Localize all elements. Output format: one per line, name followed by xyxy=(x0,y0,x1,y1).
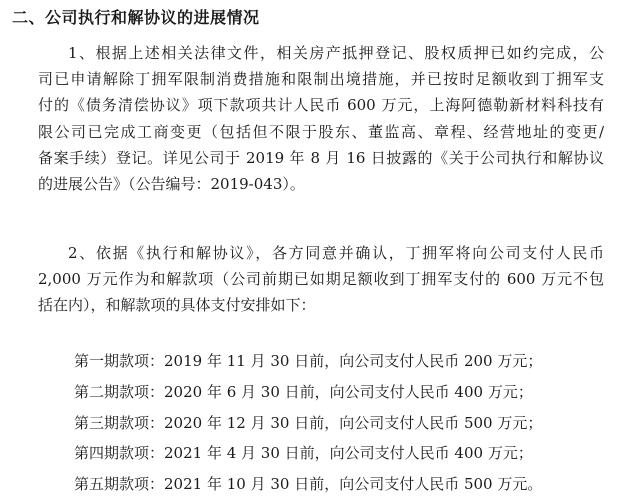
schedule-item: 第三期款项：2020 年 12 月 30 日前，向公司支付人民币 500 万元； xyxy=(74,413,543,432)
paragraph-2 xyxy=(38,240,604,319)
schedule-item: 第四期款项：2021 年 4 月 30 日前，向公司支付人民币 400 万元； xyxy=(74,444,533,463)
payment-schedule xyxy=(74,346,542,500)
paragraph-1-line: 司已申请解除丁拥军限制消费措施和限制出境措施，并已按时足额收到丁拥军支 xyxy=(38,70,604,89)
section-heading: 二、公司执行和解协议的进展情况 xyxy=(12,8,260,27)
paragraph-2-line: 括在内），和解款项的具体支付安排如下： xyxy=(38,296,316,315)
paragraph-1-line: 限公司已完成工商变更（包括但不限于股东、董监高、章程、经营地址的变更/ xyxy=(38,122,604,141)
schedule-item: 第二期款项：2020 年 6 月 30 日前，向公司支付人民币 400 万元； xyxy=(74,382,533,401)
paragraph-1 xyxy=(38,40,604,197)
paragraph-1-line: 付的《债务清偿协议》项下款项共计人民币 600 万元，上海阿德勒新材料科技有 xyxy=(38,96,604,115)
paragraph-1-line: 备案手续）登记。详见公司于 2019 年 8 月 16 日披露的《关于公司执行和解协议 xyxy=(38,148,604,167)
paragraph-1-line: 的进展公告》（公告编号：2019-043）。 xyxy=(38,174,305,193)
schedule-item: 第五期款项：2021 年 10 月 30 日前，向公司支付人民币 500 万元。 xyxy=(74,475,543,494)
paragraph-1-line: 1、根据上述相关法律文件，相关房产抵押登记、股权质押已如约完成，公 xyxy=(68,44,604,62)
schedule-item: 第一期款项：2019 年 11 月 30 日前，向公司支付人民币 200 万元； xyxy=(74,352,543,370)
paragraph-2-line: 2,000 万元作为和解款项（公司前期已如期足额收到丁拥军支付的 600 万元不包 xyxy=(38,270,604,289)
paragraph-2-line: 2、依据《执行和解协议》，各方同意并确认，丁拥军将向公司支付人民币 xyxy=(68,244,604,262)
